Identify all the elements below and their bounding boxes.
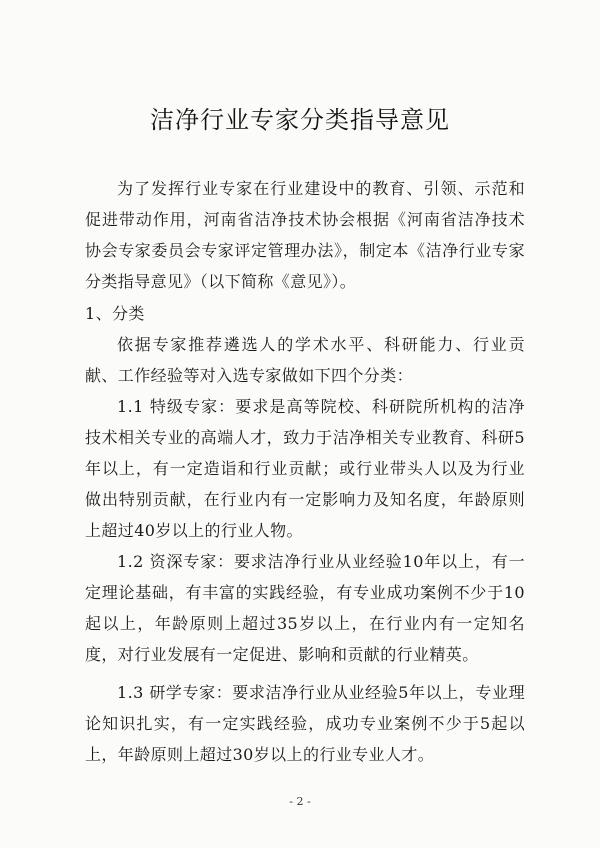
basis-paragraph: 依据专家推荐遴选人的学术水平、科研能力、行业贡献、工作经验等对入选专家做如下四个分类： [85,335,525,385]
item-1-1-paragraph: 1.1 特级专家：要求是高等院校、科研院所机构的洁净技术相关专业的高端人才，致力于洁净相关专业教育、科研5年以上，有一定造诣和行业贡献；或行业带头人以及为行业做出特别贡献，在行业内有一定影响力及知名度，年龄原则上超过40岁以上的行业人物。 [85,397,525,540]
intro-paragraph: 为了发挥行业专家在行业建设中的教育、引领、示范和促进带动作用，河南省洁净技术协会根据《河南省洁净技术协会专家委员会专家评定管理办法》，制定本《洁净行业专家分类指导意见》（以下简称《意见》）。 [85,179,525,291]
document-title: 洁净行业专家分类指导意见 [150,106,450,134]
item-1-3-block [85,677,525,770]
item-1-2-paragraph: 1.2 资深专家：要求洁净行业从业经验10年以上，有一定理论基础，有丰富的实践经验，有专业成功案例不少于10起以上，年龄原则上超过35岁以上，在行业内有一定知名度，对行业发展有一定促进、影响和贡献的行业精英。 [85,552,525,664]
section-heading-block [85,298,525,329]
section-1-heading: 1、分类 [85,304,145,323]
item-1-3-paragraph: 1.3 研学专家：要求洁净行业从业经验5年以上，专业理论知识扎实，有一定实践经验，成功专业案例不少于5起以上，年龄原则上超过30岁以上的行业专业人才。 [85,683,525,764]
item-1-1-block [85,391,525,546]
basis-paragraph-block [85,329,525,391]
page-number: - 2 - [289,795,311,808]
intro-paragraph-block [85,173,525,297]
item-1-2-block [85,546,525,670]
